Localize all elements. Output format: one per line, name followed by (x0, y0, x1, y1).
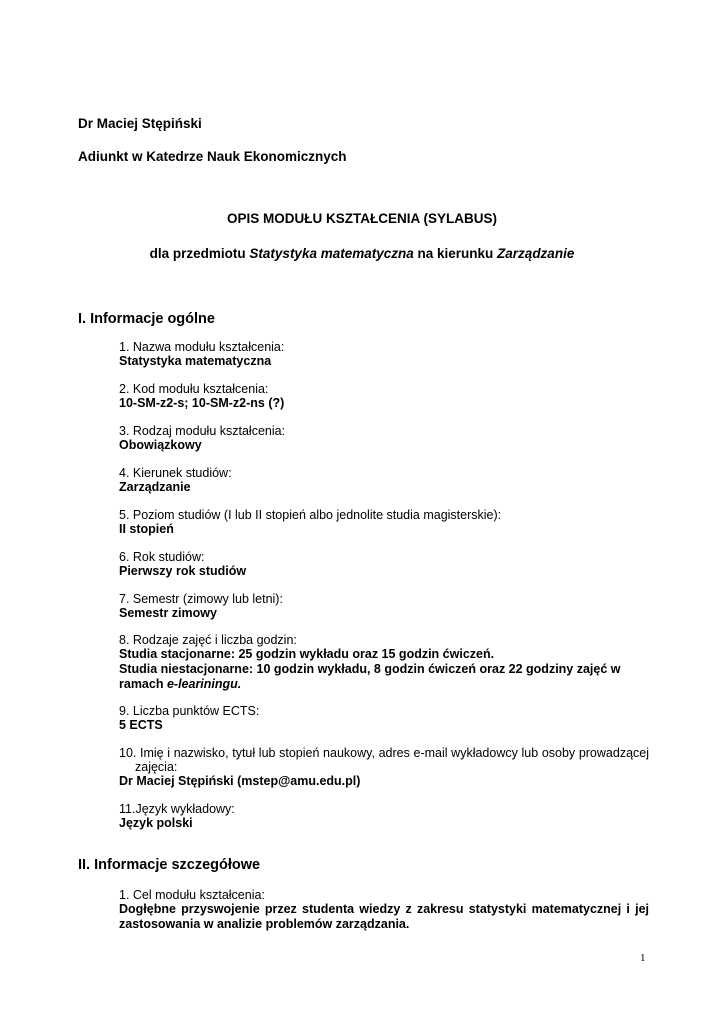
page-number: 1 (640, 952, 646, 964)
section-2-heading: II. Informacje szczegółowe (78, 857, 261, 873)
item-5-value: II stopień (119, 522, 174, 536)
document-subtitle (0, 246, 724, 262)
item-11-value: Język polski (119, 816, 193, 830)
item-5-label: 5. Poziom studiów (I lub II stopień albo jednolite studia magisterskie): (119, 508, 502, 522)
item-9-value: 5 ECTS (119, 718, 163, 732)
s2-item-1-label: 1. Cel modułu kształcenia: (119, 888, 265, 902)
item-2-value: 10-SM-z2-s; 10-SM-z2-ns (?) (119, 396, 285, 410)
item-4-label: 4. Kierunek studiów: (119, 466, 232, 480)
item-4-value: Zarządzanie (119, 480, 191, 494)
s2-item-1-line-1: Dogłębne przyswojenie przez studenta wiedzy z zakresu statystyki matematycznej i jej (119, 902, 649, 916)
item-7-value: Semestr zimowy (119, 606, 217, 620)
item-10-label-line-1: 10. Imię i nazwisko, tytuł lub stopień naukowy, adres e-mail wykładowcy lub osoby prowadzącej (119, 746, 649, 760)
item-6-label: 6. Rok studiów: (119, 550, 205, 564)
item-10-label-line-2: zajęcia: (135, 760, 178, 774)
item-3-value: Obowiązkowy (119, 438, 202, 452)
item-1-label: 1. Nazwa modułu kształcenia: (119, 340, 285, 354)
subtitle-pre: dla przedmiotu (149, 246, 250, 261)
author-name: Dr Maciej Stępiński (78, 116, 202, 131)
item-8-line-3 (119, 677, 241, 692)
s2-item-1-line-2: zastosowania w analizie problemów zarządzania. (119, 917, 410, 931)
item-1-value: Statystyka matematyczna (119, 354, 272, 368)
author-position: Adiunkt w Katedrze Nauk Ekonomicznych (78, 149, 347, 164)
subtitle-subject: Statystyka matematyczna (249, 246, 414, 261)
item-8-line-2: Studia niestacjonarne: 10 godzin wykładu, 8 godzin ćwiczeń oraz 22 godziny zajęć w (119, 662, 621, 676)
item-11-label: 11.Język wykładowy: (119, 802, 235, 816)
item-3-label: 3. Rodzaj modułu kształcenia: (119, 424, 286, 438)
document-title: OPIS MODUŁU KSZTAŁCENIA (SYLABUS) (227, 211, 497, 226)
section-1-heading: I. Informacje ogólne (78, 311, 215, 327)
item-8-line-3-pre: ramach (119, 677, 167, 691)
item-10-value: Dr Maciej Stępiński (mstep@amu.edu.pl) (119, 774, 361, 788)
item-8-line-1: Studia stacjonarne: 25 godzin wykładu oraz 15 godzin ćwiczeń. (119, 647, 495, 661)
subtitle-mid: na kierunku (413, 246, 498, 261)
item-7-label: 7. Semestr (zimowy lub letni): (119, 592, 283, 606)
item-8-label: 8. Rodzaje zajęć i liczba godzin: (119, 633, 297, 647)
item-2-label: 2. Kod modułu kształcenia: (119, 382, 269, 396)
subtitle-field: Zarządzanie (497, 246, 575, 261)
item-8-line-3-em: e-leariningu. (166, 677, 242, 691)
item-9-label: 9. Liczba punktów ECTS: (119, 704, 260, 718)
item-6-value: Pierwszy rok studiów (119, 564, 247, 578)
